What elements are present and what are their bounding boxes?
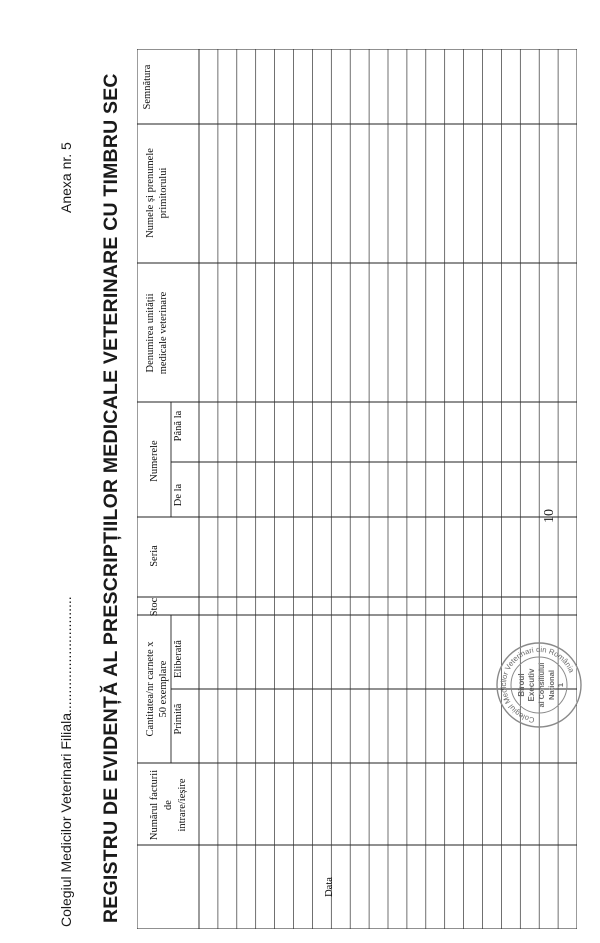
- col-denumire-header-2: medicale veterinare: [158, 291, 169, 375]
- stamp-line-4: Național: [547, 670, 556, 700]
- col-de-la-header: De la: [173, 483, 184, 507]
- col-cantitate-header-1: Cantitatea/nr carnete x: [145, 641, 156, 737]
- col-primita-header: Primită: [173, 703, 184, 735]
- page-number: 10: [542, 509, 557, 523]
- col-data-header: Data: [324, 877, 335, 897]
- council-stamp: [495, 641, 583, 729]
- stamp-ring-text: Colegiul Medicilor Veterinari din România: [498, 644, 577, 725]
- col-stoc-header: Stoc: [149, 597, 160, 617]
- col-nume-header-1: Numele și prenumele: [145, 148, 156, 238]
- col-denumire-header-1: Denumirea unității: [145, 293, 156, 373]
- col-pana-la-header: Până la: [173, 410, 184, 442]
- col-factura-header-1: Numărul facturii: [149, 769, 160, 841]
- col-nume-header-2: primitorului: [158, 167, 169, 219]
- col-semnatura-header: Semnătura: [142, 64, 153, 110]
- stamp-line-5: 1: [556, 682, 565, 688]
- col-seria-header: Seria: [149, 545, 160, 567]
- document-title: REGISTRU DE EVIDENȚĂ AL PRESCRIPȚIILOR MEDICALE VETERINARE CU TIMBRU SEC: [100, 73, 122, 923]
- col-factura-header-3: intrare/ieșire: [177, 778, 188, 832]
- register-table: [137, 49, 577, 929]
- col-cantitate-header-2: 50 exemplare: [158, 660, 169, 718]
- stamp-line-1: Biroul: [517, 673, 526, 697]
- col-factura-header-2: de: [163, 800, 174, 810]
- col-numerele-header: Numerele: [149, 440, 160, 482]
- filiala-header: Colegiul Medicilor Veterinari Filiala..............................: [58, 596, 74, 927]
- anexa-label: Anexa nr. 5: [58, 142, 74, 213]
- stamp-line-3: al Consiliului: [537, 662, 546, 708]
- stamp-line-2: Executiv: [527, 668, 536, 702]
- col-eliberata-header: Eliberată: [173, 640, 184, 678]
